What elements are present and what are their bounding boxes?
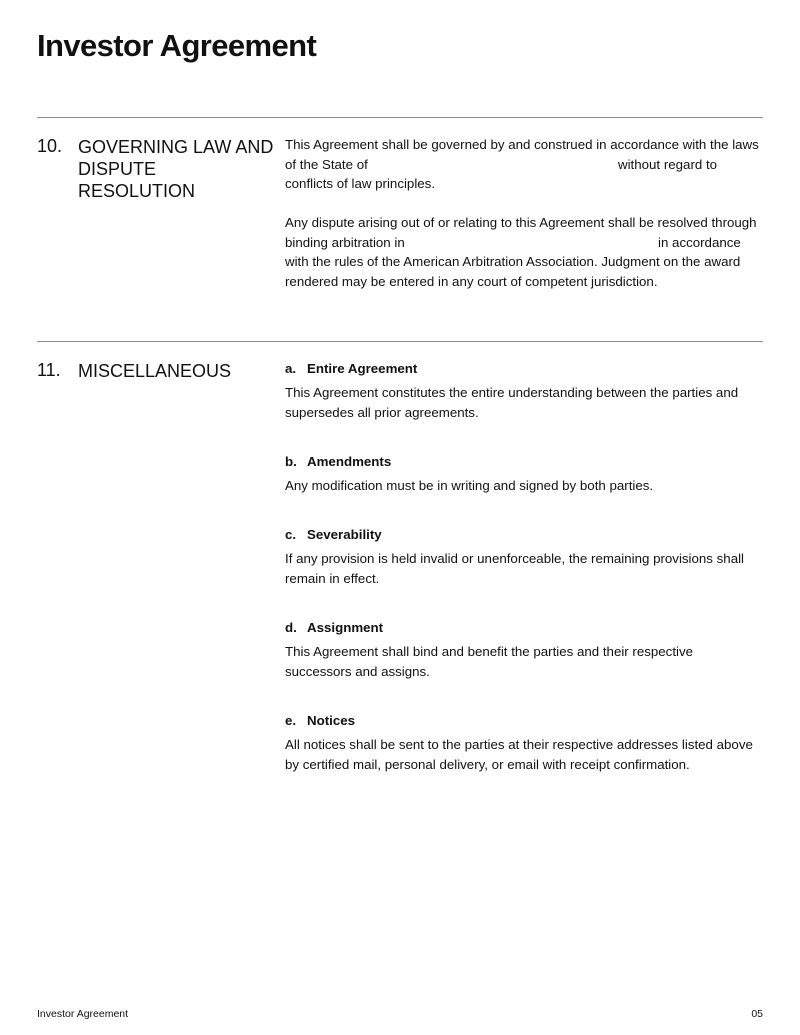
arbitration-paragraph: Any dispute arising out of or relating to this Agreement shall be resolved through binding arbitration in in accordance with the rules of the American Arbitration Association. Judgment on the award rendered may be entered in any court of competent jurisdiction. bbox=[285, 215, 757, 289]
page-title: Investor Agreement bbox=[37, 28, 317, 63]
subsection-heading: b. Amendments bbox=[285, 454, 392, 469]
section-number: 11. bbox=[37, 360, 61, 380]
section-divider bbox=[37, 341, 763, 342]
subsection-text: All notices shall be sent to the parties at their respective addresses listed above by certified mail, personal delivery, or email with receipt confirmation. bbox=[285, 737, 753, 772]
subsection-text: This Agreement constitutes the entire understanding between the parties and supersedes all prior agreements. bbox=[285, 385, 739, 420]
state-suffix: without regard to bbox=[618, 156, 718, 172]
governing-law-paragraph: This Agreement shall be governed by and construed in accordance with the laws of the State of without regard to conflicts of law principles. bbox=[285, 137, 759, 191]
page-number: 05 bbox=[751, 1008, 763, 1020]
subsection-heading: d. Assignment bbox=[285, 620, 384, 635]
subsection-text: If any provision is held invalid or unenforceable, the remaining provisions shall remain in effect. bbox=[285, 551, 744, 586]
arbitration-suffix: in accordance bbox=[658, 234, 741, 250]
footer-title: Investor Agreement bbox=[37, 1008, 129, 1020]
section-divider bbox=[37, 117, 763, 118]
arbitration-label: binding arbitration in bbox=[285, 234, 405, 250]
state-label: of the State of bbox=[285, 156, 368, 172]
section-title: MISCELLANEOUS bbox=[78, 361, 232, 381]
subsection-heading: a. Entire Agreement bbox=[285, 361, 418, 376]
subsection-text: This Agreement shall bind and benefit the parties and their respective successors and assigns. bbox=[285, 644, 694, 679]
subsection-heading: c. Severability bbox=[285, 527, 382, 542]
subsection-text: Any modification must be in writing and signed by both parties. bbox=[285, 478, 654, 493]
section-title: GOVERNING LAW AND DISPUTE RESOLUTION bbox=[78, 137, 274, 201]
section-number: 10. bbox=[37, 136, 63, 156]
subsection-heading: e. Notices bbox=[285, 713, 356, 728]
